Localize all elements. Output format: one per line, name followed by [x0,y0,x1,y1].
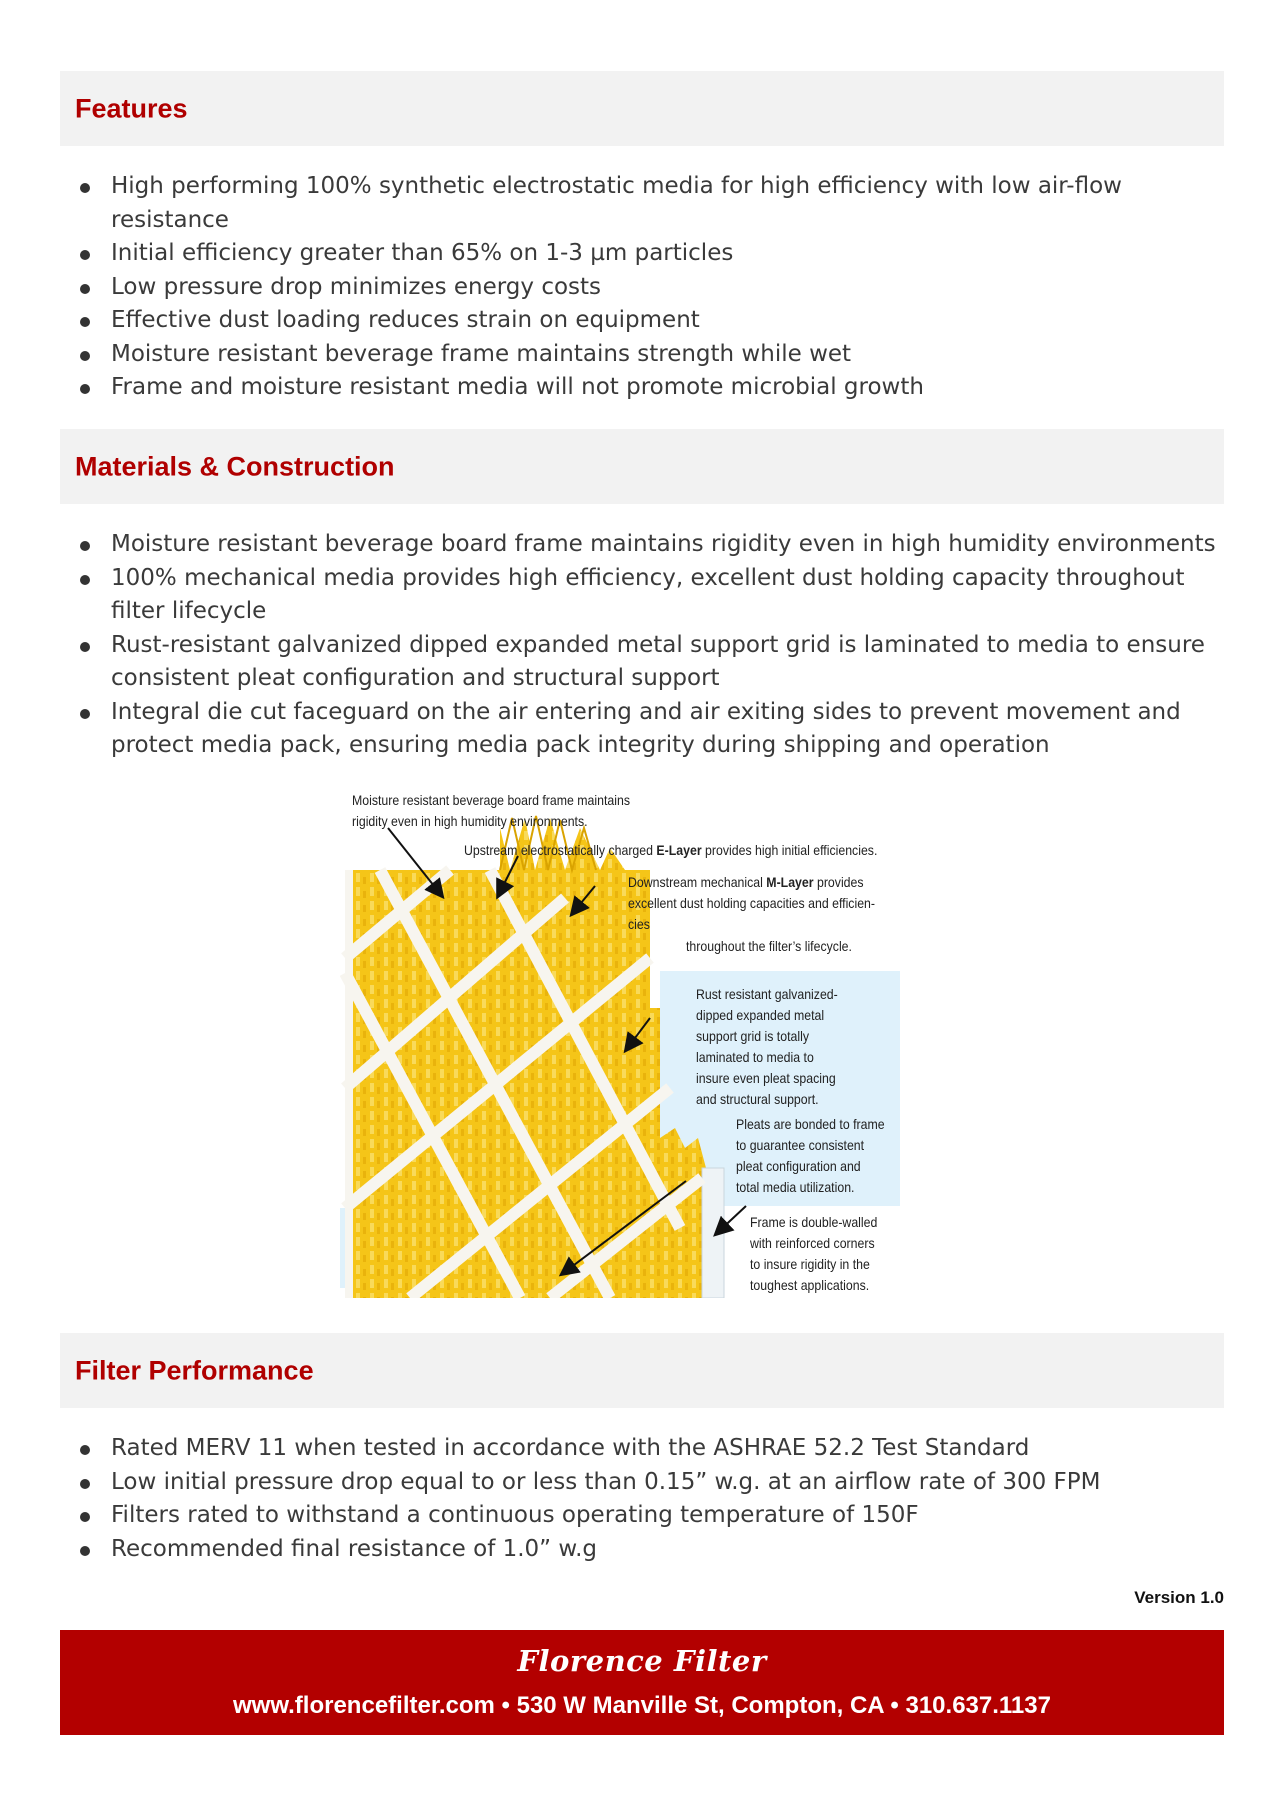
caption-line: Moisture resistant beverage board frame maintains [352,792,631,808]
version-label: Version 1.0 [1134,1588,1224,1607]
list-item: 100% mechanical media provides high efficiency, excellent dust holding capacity throughout filter lifecycle [76,562,1191,629]
list-item: Integral die cut faceguard on the air entering and air exiting sides to prevent movement and protect media pack, ensuring media pack integrity during shipping and operation [76,696,1211,763]
materials-title: Materials & Construction [75,451,395,481]
performance-title: Filter Performance [75,1355,314,1385]
caption-line: pleat configuration and [736,1158,861,1174]
caption-e-layer [464,840,877,861]
caption-line: with reinforced corners [750,1235,875,1251]
caption-m-layer [628,872,875,935]
caption-lifecycle: throughout the filter’s lifecycle. [686,938,852,954]
caption-line: dipped expanded metal [696,1007,825,1023]
list-item: Rated MERV 11 when tested in accordance with the ASHRAE 52.2 Test Standard [76,1432,1216,1466]
features-header [60,71,1224,146]
performance-list [76,1432,1216,1566]
caption-line: cies [628,916,650,932]
caption-bold: M-Layer [766,874,814,890]
list-item: Low initial pressure drop equal to or less than 0.15” w.g. at an airflow rate of 300 FPM [76,1466,1216,1500]
caption-line: Frame is double-walled [750,1214,878,1230]
caption-line: and structural support. [696,1091,819,1107]
caption-line: excellent dust holding capacities and efficien- [628,895,876,911]
caption-line: to guarantee consistent [736,1137,865,1153]
list-item: Initial efficiency greater than 65% on 1-3 µm particles [76,237,1216,271]
caption-line: to insure rigidity in the [750,1256,870,1272]
list-item: Recommended final resistance of 1.0” w.g [76,1533,1216,1567]
caption-line: insure even pleat spacing [696,1070,836,1086]
caption-line: Rust resistant galvanized- [696,986,838,1002]
brand-logo: Florence Filter [517,1644,767,1678]
footer-banner [60,1630,1224,1735]
caption-line: rigidity even in high humidity environments. [352,813,588,829]
footer-contact: www.florencefilter.com • 530 W Manville St, Compton, CA • 310.637.1137 [233,1692,1051,1719]
caption-text: Downstream mechanical [628,874,767,890]
caption-line: Pleats are bonded to frame [736,1116,885,1132]
caption-line: laminated to media to [696,1049,814,1065]
caption-line: total media utilization. [736,1179,855,1195]
caption-pleats [736,1114,885,1198]
caption-line: support grid is totally [696,1028,809,1044]
list-item: Frame and moisture resistant media will not promote microbial growth [76,371,1216,405]
list-item: Effective dust loading reduces strain on equipment [76,304,1216,338]
materials-header [60,429,1224,504]
caption-double-wall [750,1212,877,1296]
features-title: Features [75,93,188,123]
performance-header [60,1333,1224,1408]
list-item: Low pressure drop minimizes energy costs [76,271,1216,305]
caption-line [628,872,875,893]
list-item: Moisture resistant beverage board frame maintains rigidity even in high humidity environments [76,528,1216,562]
caption-line: toughest applications. [750,1277,870,1293]
features-list [76,170,1216,405]
list-item: Rust-resistant galvanized dipped expanded metal support grid is laminated to media to ensure consistent pleat configuration and structural support [76,629,1211,696]
list-item: Moisture resistant beverage frame maintains strength while wet [76,338,1216,372]
caption-text: provides high initial efficiencies. [701,842,878,858]
caption-grid [696,984,838,1110]
list-item: High performing 100% synthetic electrostatic media for high efficiency with low air-flow resistance [76,170,1191,237]
caption-text: provides [813,874,864,890]
materials-list [76,528,1216,763]
list-item: Filters rated to withstand a continuous operating temperature of 150F [76,1499,1216,1533]
filter-diagram [340,788,940,1298]
caption-text: Upstream electrostatically charged [464,842,657,858]
caption-bold: E-Layer [656,842,702,858]
caption-frame [352,790,630,832]
